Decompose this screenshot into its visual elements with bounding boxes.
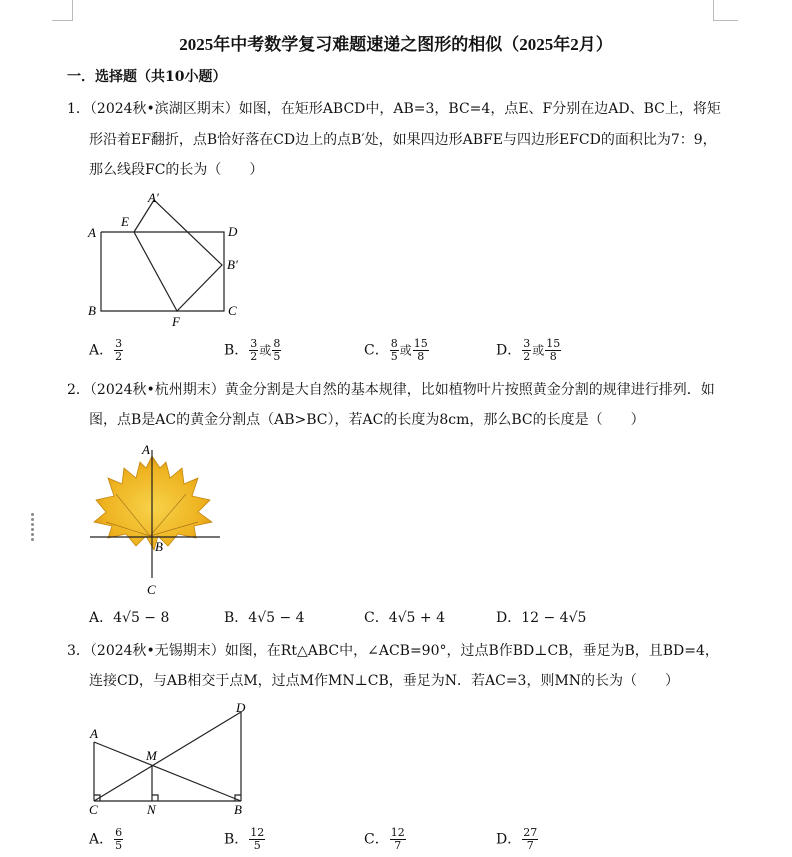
- q2-label-A: A: [142, 442, 150, 457]
- q1-rectangle: [101, 232, 224, 311]
- q1-label-D: D: [228, 224, 238, 239]
- q2-option-b[interactable]: B．4√5 − 4: [224, 610, 305, 626]
- drag-handle-icon[interactable]: [30, 512, 38, 542]
- q2-line-2: 图，点B是AC的黄金分割点（AB>BC），若AC的长度为8cm，那么BC的长度是（ ）: [89, 412, 645, 428]
- q2-option-a[interactable]: A．4√5 − 8: [89, 610, 170, 626]
- crop-mark-top-right: [713, 0, 738, 21]
- q1-line-1: 1．（2024秋•滨湖区期末）如图，在矩形ABCD中，AB=3，BC=4，点E、F分别在边AD、BC上，将矩: [67, 101, 721, 117]
- q3-segment-CD: [94, 712, 241, 801]
- section-heading: 一．选择题（共10小题）: [67, 69, 227, 85]
- q3-right-angle-N: [152, 795, 158, 801]
- q1-line-2: 形沿着EF翻折，点B恰好落在CD边上的点B′处，如果四边形ABFE与四边形EFCD的面积比为7：9，: [89, 132, 717, 148]
- q3-option-d[interactable]: D． $\frac{27}{7}$: [496, 826, 538, 852]
- q3-label-A: A: [90, 726, 98, 741]
- q3-label-D: D: [236, 700, 246, 715]
- q1-option-b[interactable]: B． $\frac{3}{2}$ 或 $\frac{8}{5}$: [224, 337, 281, 363]
- q1-label-C: C: [228, 303, 237, 318]
- q1-label-B: B: [88, 303, 96, 318]
- q2-line-1: 2．（2024秋•杭州期末）黄金分割是大自然的基本规律，比如植物叶片按照黄金分割的规律进行排列．如: [67, 382, 715, 398]
- q1-label-F: F: [172, 314, 180, 329]
- q3-option-c[interactable]: C． $\frac{12}{7}$: [364, 826, 405, 852]
- q1-label-E: E: [121, 214, 129, 229]
- q3-line-2: 连接CD，与AB相交于点M，过点M作MN⊥CB，垂足为N．若AC=3，则MN的长为（ ）: [89, 673, 680, 689]
- crop-mark-top-left: [52, 0, 73, 21]
- document-title: 2025年中考数学复习难题速递之图形的相似（2025年2月）: [179, 35, 613, 54]
- q3-label-B: B: [234, 802, 242, 817]
- q1-option-a[interactable]: A． $\frac{3}{2}$: [89, 337, 123, 363]
- q3-option-a[interactable]: A． $\frac{6}{5}$: [89, 826, 123, 852]
- q2-option-d[interactable]: D．12 − 4√5: [496, 610, 587, 626]
- q2-label-B: B: [155, 539, 163, 554]
- q3-figure: [84, 700, 254, 820]
- q2-option-c[interactable]: C．4√5 + 4: [364, 610, 445, 626]
- q3-label-N: N: [147, 802, 156, 817]
- q1-line-3: 那么线段FC的长为（ ）: [89, 162, 264, 178]
- q1-figure: [84, 188, 254, 333]
- q2-label-C: C: [147, 582, 156, 597]
- q1-label-A: A: [88, 225, 96, 240]
- q1-option-d[interactable]: D． $\frac{3}{2}$ 或 $\frac{15}{8}$: [496, 337, 561, 363]
- q1-label-Bprime: B′: [227, 257, 238, 272]
- q2-figure-maple-leaf: [86, 438, 226, 598]
- q1-option-c[interactable]: C． $\frac{8}{5}$ 或 $\frac{15}{8}$: [364, 337, 428, 363]
- q3-segment-AB: [94, 742, 241, 801]
- q3-option-b[interactable]: B． $\frac{12}{5}$: [224, 826, 265, 852]
- q3-line-1: 3．（2024秋•无锡期末）如图，在Rt△ABC中，∠ACB=90°，过点B作BD⊥CB，垂足为B，且BD=4，: [67, 643, 719, 659]
- q1-folded-shape: [134, 200, 222, 311]
- maple-leaf-icon: [94, 456, 212, 550]
- q3-label-M: M: [146, 748, 157, 763]
- q1-label-Aprime: A′: [148, 190, 159, 205]
- q3-label-C: C: [89, 802, 98, 817]
